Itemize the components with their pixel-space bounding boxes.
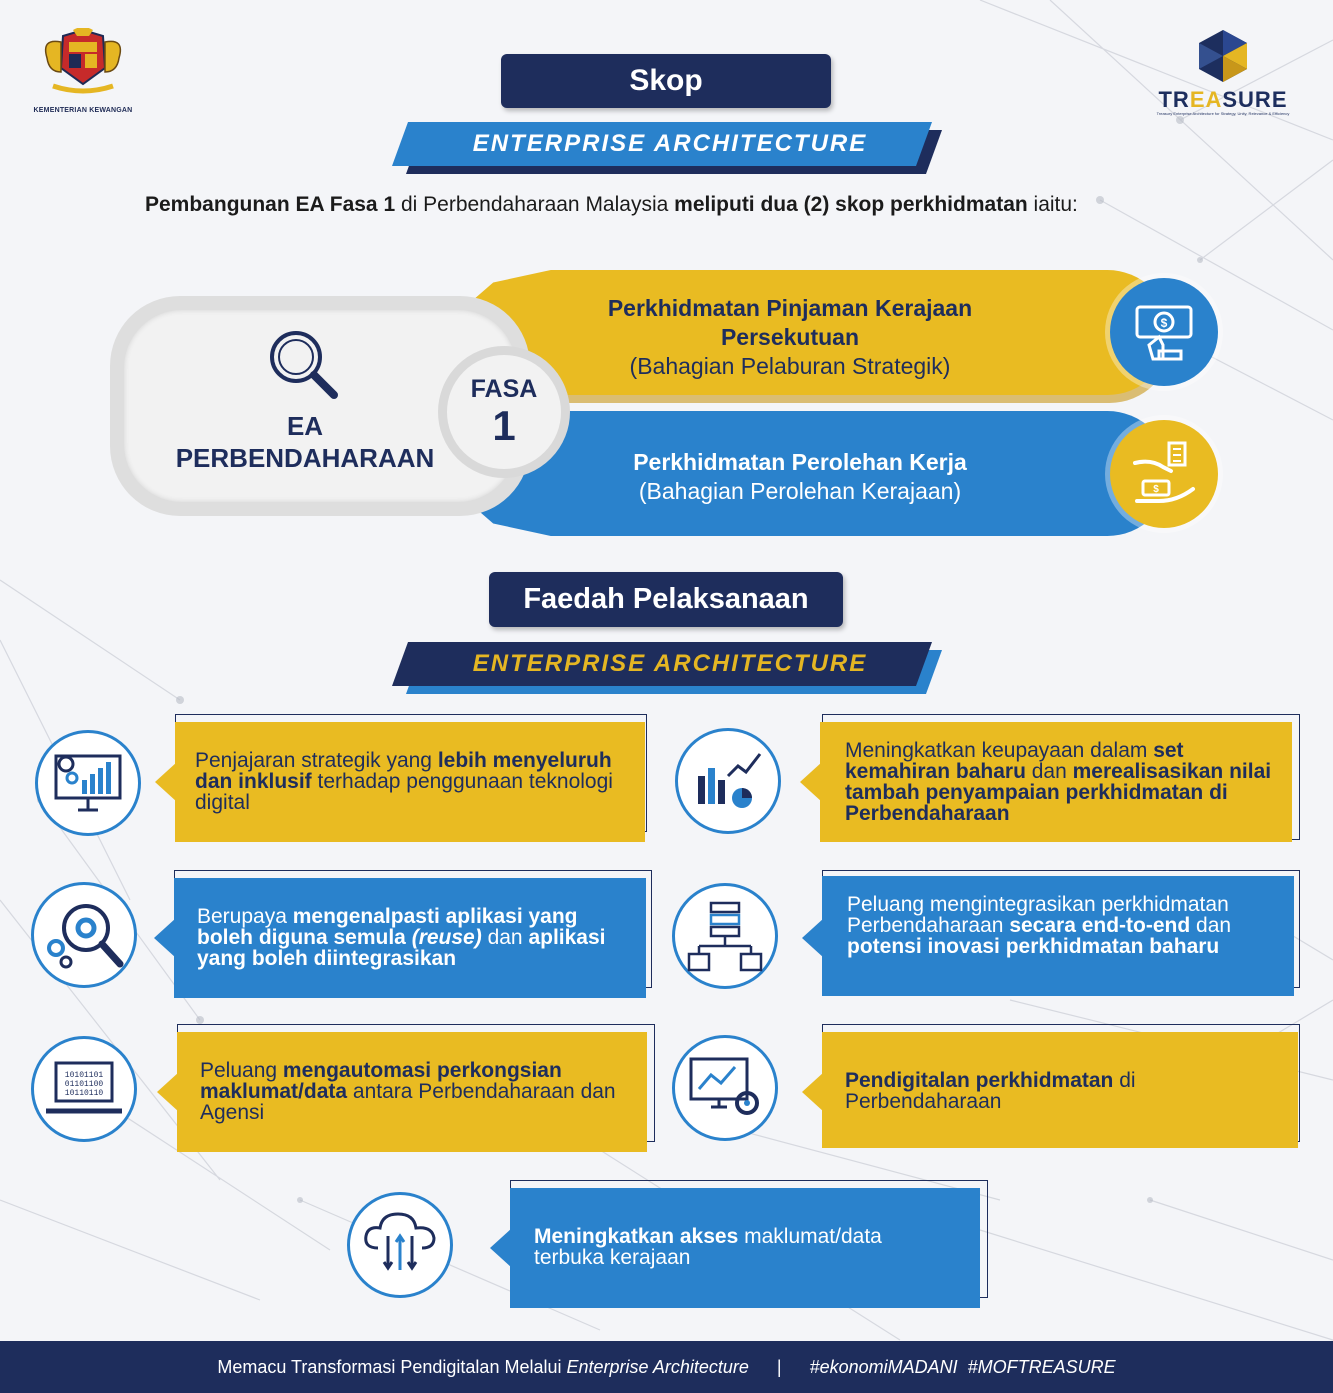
chart-growth-icon — [688, 746, 768, 816]
intro-bold-1: Pembangunan EA Fasa 1 — [145, 193, 396, 216]
intro-text-2: di Perbendaharaan Malaysia — [395, 193, 675, 216]
benefit-6-text: Pendigitalan perkhidmatan di Perbendaharaan — [845, 1069, 1136, 1113]
enterprise-architecture-ribbon — [400, 120, 945, 174]
benefit-3-text: Berupaya mengenalpasti aplikasi yang boleh diguna semula (reuse) dan aplikasi yang boleh diintegrasikan — [197, 905, 606, 970]
benefit-2-text: Meningkatkan keupayaan dalam set kemahiran baharu dan merealisasikan nilai tambah penyampaian perkhidmatan di Perbendaharaan — [845, 739, 1272, 825]
network-servers-icon — [685, 899, 765, 973]
intro-bold-3: meliputi dua (2) skop perkhidmatan — [674, 193, 1028, 216]
benefit-5-box — [155, 1024, 655, 1152]
service-1-title-line2: Persekutuan — [720, 324, 860, 350]
service-2-text — [570, 448, 1030, 506]
ribbon-2-text: ENTERPRISE ARCHITECTURE — [472, 650, 868, 677]
loan-cash-icon — [1110, 278, 1218, 386]
benefit-4-text: Peluang mengintegrasikan perkhidmatan Perbendaharaan secara end-to-end dan potensi inovasi perkhidmatan baharu — [847, 893, 1232, 958]
laptop-binary-icon — [42, 1057, 126, 1121]
ea-label-line2: PERBENDAHARAAN — [175, 443, 435, 473]
benefit-4-circle — [672, 883, 778, 989]
fasa-number: 1 — [492, 402, 516, 449]
footer-separator: | — [776, 1356, 782, 1377]
benefit-7-circle — [347, 1192, 453, 1298]
intro-paragraph — [145, 190, 1205, 220]
fasa-word: FASA — [470, 375, 538, 403]
benefit-2-circle — [675, 728, 781, 834]
ribbon-text: ENTERPRISE ARCHITECTURE — [472, 130, 868, 157]
footer-tagline: Memacu Transformasi Pendigitalan Melalui Enterprise Architecture — [217, 1356, 749, 1377]
treasure-tagline: Treasury Enterprise Architecture for Strategy, Unity, Relevance & Efficiency — [1156, 111, 1290, 116]
cloud-transfer-icon — [358, 1208, 442, 1282]
intro-text-4: iaitu: — [1027, 193, 1078, 216]
benefit-6-circle — [672, 1035, 778, 1141]
ea-label — [150, 410, 460, 474]
benefit-1-box — [155, 714, 645, 842]
svg-text:10101101: 10101101 — [64, 1071, 104, 1080]
svg-text:$: $ — [1160, 316, 1168, 330]
treasure-prefix: TR — [1158, 87, 1190, 112]
treasure-wordmark — [1148, 89, 1298, 111]
skop-title: Skop — [501, 54, 831, 108]
magnifier-icon — [262, 325, 342, 405]
enterprise-architecture-ribbon-2 — [400, 640, 945, 694]
crest-emblem-icon — [33, 28, 133, 100]
svg-text:10110110: 10110110 — [64, 1089, 104, 1098]
procurement-hands-icon — [1110, 420, 1218, 528]
treasure-logo — [1148, 28, 1298, 118]
benefit-1-text: Penjajaran strategik yang lebih menyeluruh dan inklusif terhadap penggunaan teknologi digital — [195, 749, 613, 814]
monitor-gears-chart-icon — [48, 748, 128, 818]
faedah-title: Faedah Pelaksanaan — [489, 572, 843, 627]
footer-hashtags: #ekonomiMADANI #MOFTREASURE — [809, 1356, 1116, 1377]
magnifier-gear-icon — [42, 898, 126, 972]
svg-text:01101100: 01101100 — [64, 1080, 104, 1089]
treasure-ea: EA — [1189, 87, 1223, 112]
treasure-hexagon-icon — [1193, 28, 1253, 84]
benefit-2-box — [800, 714, 1300, 842]
fasa-circle — [438, 346, 570, 478]
treasure-suffix: SURE — [1222, 87, 1288, 112]
benefit-1-circle — [35, 730, 141, 836]
benefit-5-text: Peluang mengautomasi perkongsian maklumat/data antara Perbendaharaan dan Agensi — [200, 1059, 616, 1124]
benefit-7-box — [488, 1180, 988, 1308]
benefit-5-circle — [31, 1036, 137, 1142]
ministry-crest — [28, 28, 138, 120]
benefit-4-box — [800, 870, 1300, 998]
ministry-caption: KEMENTERIAN KEWANGAN — [33, 107, 133, 114]
benefit-7-text: Meningkatkan akses maklumat/data terbuka kerajaan — [534, 1225, 882, 1269]
benefit-6-box — [800, 1024, 1300, 1152]
benefit-3-box — [152, 870, 652, 998]
service-1-title-line1: Perkhidmatan Pinjaman Kerajaan — [607, 295, 973, 321]
service-1-subtitle: (Bahagian Pelaburan Strategik) — [629, 353, 951, 379]
service-2-title: Perkhidmatan Perolehan Kerja — [633, 449, 967, 475]
ea-label-line1: EA — [286, 411, 324, 441]
footer-bar — [0, 1341, 1333, 1393]
service-2-subtitle: (Bahagian Perolehan Kerajaan) — [638, 478, 962, 504]
svg-text:$: $ — [1153, 484, 1159, 495]
monitor-analytics-gear-icon — [683, 1053, 767, 1123]
service-1-text — [560, 294, 1020, 381]
benefit-3-circle — [31, 882, 137, 988]
